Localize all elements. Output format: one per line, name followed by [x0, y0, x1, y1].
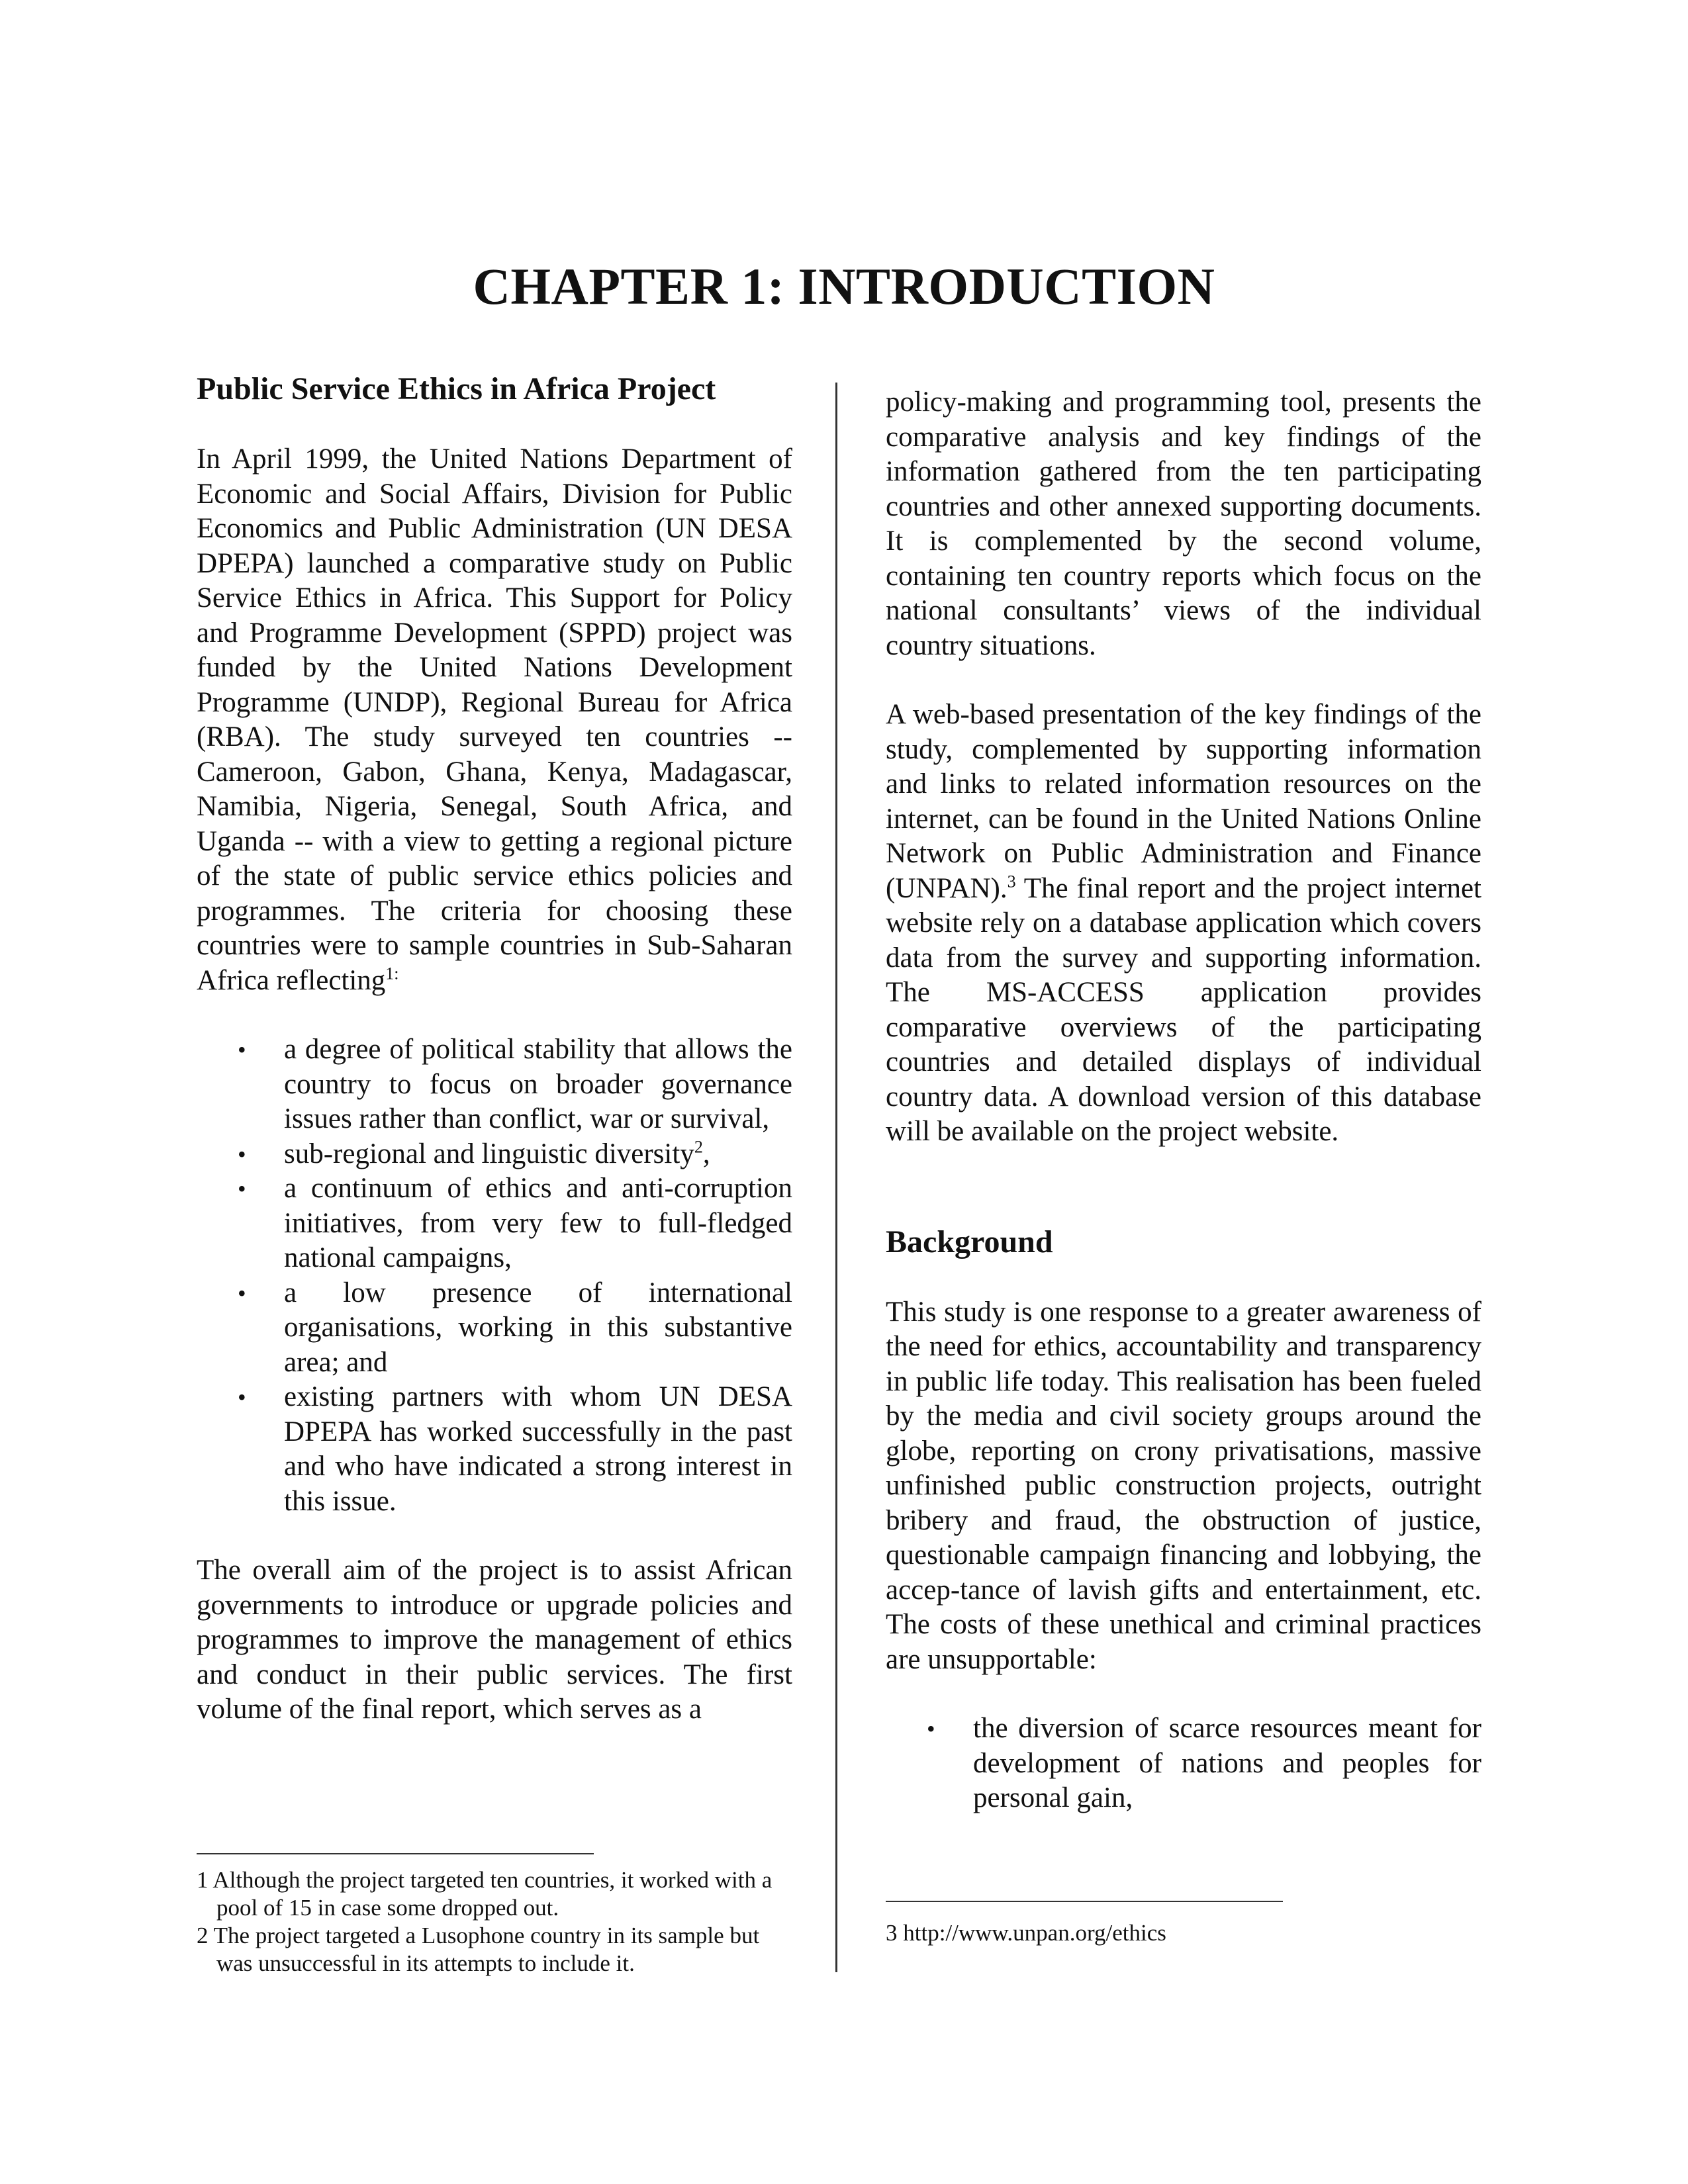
- list-item: [197, 1276, 792, 1381]
- bullet-icon: •: [927, 1715, 935, 1742]
- list-item-text: a degree of political stability that allows the country to focus on broader governance issues rather than conflict, war or survival,: [284, 1034, 792, 1134]
- left-paragraph-2: The overall aim of the project is to assist African governments to introduce or upgrade policies and programmes to improve the management of ethics and conduct in their public services. The first volume of the final report, which serves as a: [197, 1555, 792, 1725]
- right-column: [886, 385, 1481, 1816]
- section-heading-project: Public Service Ethics in Africa Project: [197, 371, 716, 406]
- left-column: [197, 371, 792, 1727]
- list-item: [197, 1171, 792, 1276]
- footnote-2: 2 The project targeted a Lusophone country in its sample but was unsuccessful in its attempts to include it.: [197, 1923, 760, 1976]
- list-item: [886, 1711, 1481, 1816]
- list-item: [197, 1380, 792, 1519]
- list-item-text: a continuum of ethics and anti-corruption initiatives, from very few to full-fledged national campaigns,: [284, 1173, 792, 1273]
- list-item-text: sub-regional and linguistic diversity: [284, 1138, 694, 1169]
- section-heading-background: Background: [886, 1224, 1053, 1259]
- footnote-ref-3: 3: [1007, 872, 1016, 891]
- column-divider: [835, 383, 837, 1972]
- footnote-ref-1: 1:: [385, 964, 399, 983]
- right-paragraph-3: This study is one response to a greater awareness of the need for ethics, accountability and transparency in public life today. This realisation has been fueled by the media and civil society groups around the globe, reporting on crony privatisations, massive unfinished public construction projects, outright bribery and fraud, the obstruction of justice, questionable campaign financing and lobbying, the accep-tance of lavish gifts and entertainment, etc. The costs of these unethical and criminal practices are unsupportable:: [886, 1296, 1481, 1675]
- list-item: [197, 1137, 792, 1172]
- list-item-text: the diversion of scarce resources meant for development of nations and peoples for personal gain,: [973, 1713, 1481, 1813]
- right-paragraph-2: [886, 698, 1481, 1150]
- right-paragraph-2-text-b: The final report and the project internet website rely on a database application which covers data from the survey and supporting information. The MS-ACCESS application provides comparative overviews of the participating countries and detailed displays of individual country data. A download version of this database will be available on the project website.: [886, 872, 1481, 1147]
- criteria-list: [197, 1032, 792, 1519]
- left-paragraph-1: [197, 442, 792, 998]
- list-item-text: existing partners with whom UN DESA DPEPA has worked successfully in the past and who have indicated a strong interest in this issue.: [284, 1381, 792, 1517]
- chapter-title: CHAPTER 1: INTRODUCTION: [473, 257, 1215, 315]
- right-paragraph-1: policy-making and programming tool, presents the comparative analysis and key findings of the information gathered from the ten participating countries and other annexed supporting documents. It is complemented by the second volume, containing ten country reports which focus on the national consultants’ views of the individual country situations.: [886, 387, 1481, 661]
- bullet-icon: •: [238, 1384, 246, 1410]
- footnote-1: 1 Although the project targeted ten countries, it worked with a pool of 15 in case some dropped out.: [197, 1867, 773, 1921]
- bullet-icon: •: [238, 1279, 246, 1306]
- bullet-icon: •: [238, 1140, 246, 1167]
- bullet-icon: •: [238, 1175, 246, 1202]
- footnote-ref-2: 2: [694, 1137, 703, 1157]
- list-item: [197, 1032, 792, 1137]
- footnote-3: 3 http://www.unpan.org/ethics: [886, 1920, 1166, 1946]
- left-paragraph-1-text: In April 1999, the United Nations Department of Economic and Social Affairs, Division for Public Economics and Public Administration (UN DESA DPEPA) launched a comparative study on Public Service Ethics in Africa. This Support for Policy and Programme Development (SPPD) project was funded by the United Nations Development Programme (UNDP), Regional Bureau for Africa (RBA). The study surveyed ten countries -- Cameroon, Gabon, Ghana, Kenya, Madagascar, Namibia, Nigeria, Senegal, South Africa, and Uganda -- with a view to getting a regional picture of the state of public service ethics policies and programmes. The criteria for choosing these countries were to sample countries in Sub-Saharan Africa reflecting: [197, 443, 792, 996]
- costs-list: [886, 1711, 1481, 1816]
- list-item-text: a low presence of international organisations, working in this substantive area; and: [284, 1277, 792, 1378]
- right-paragraph-2-text-a: A web-based presentation of the key findings of the study, complemented by supporting information and links to related information resources on the internet, can be found in the United Nations Online Network on Public Administration and Finance (UNPAN).: [886, 699, 1481, 904]
- left-footnotes: [197, 1853, 792, 1978]
- list-item-tail: ,: [702, 1138, 710, 1169]
- bullet-icon: •: [238, 1036, 246, 1063]
- right-footnotes: [886, 1901, 1481, 1947]
